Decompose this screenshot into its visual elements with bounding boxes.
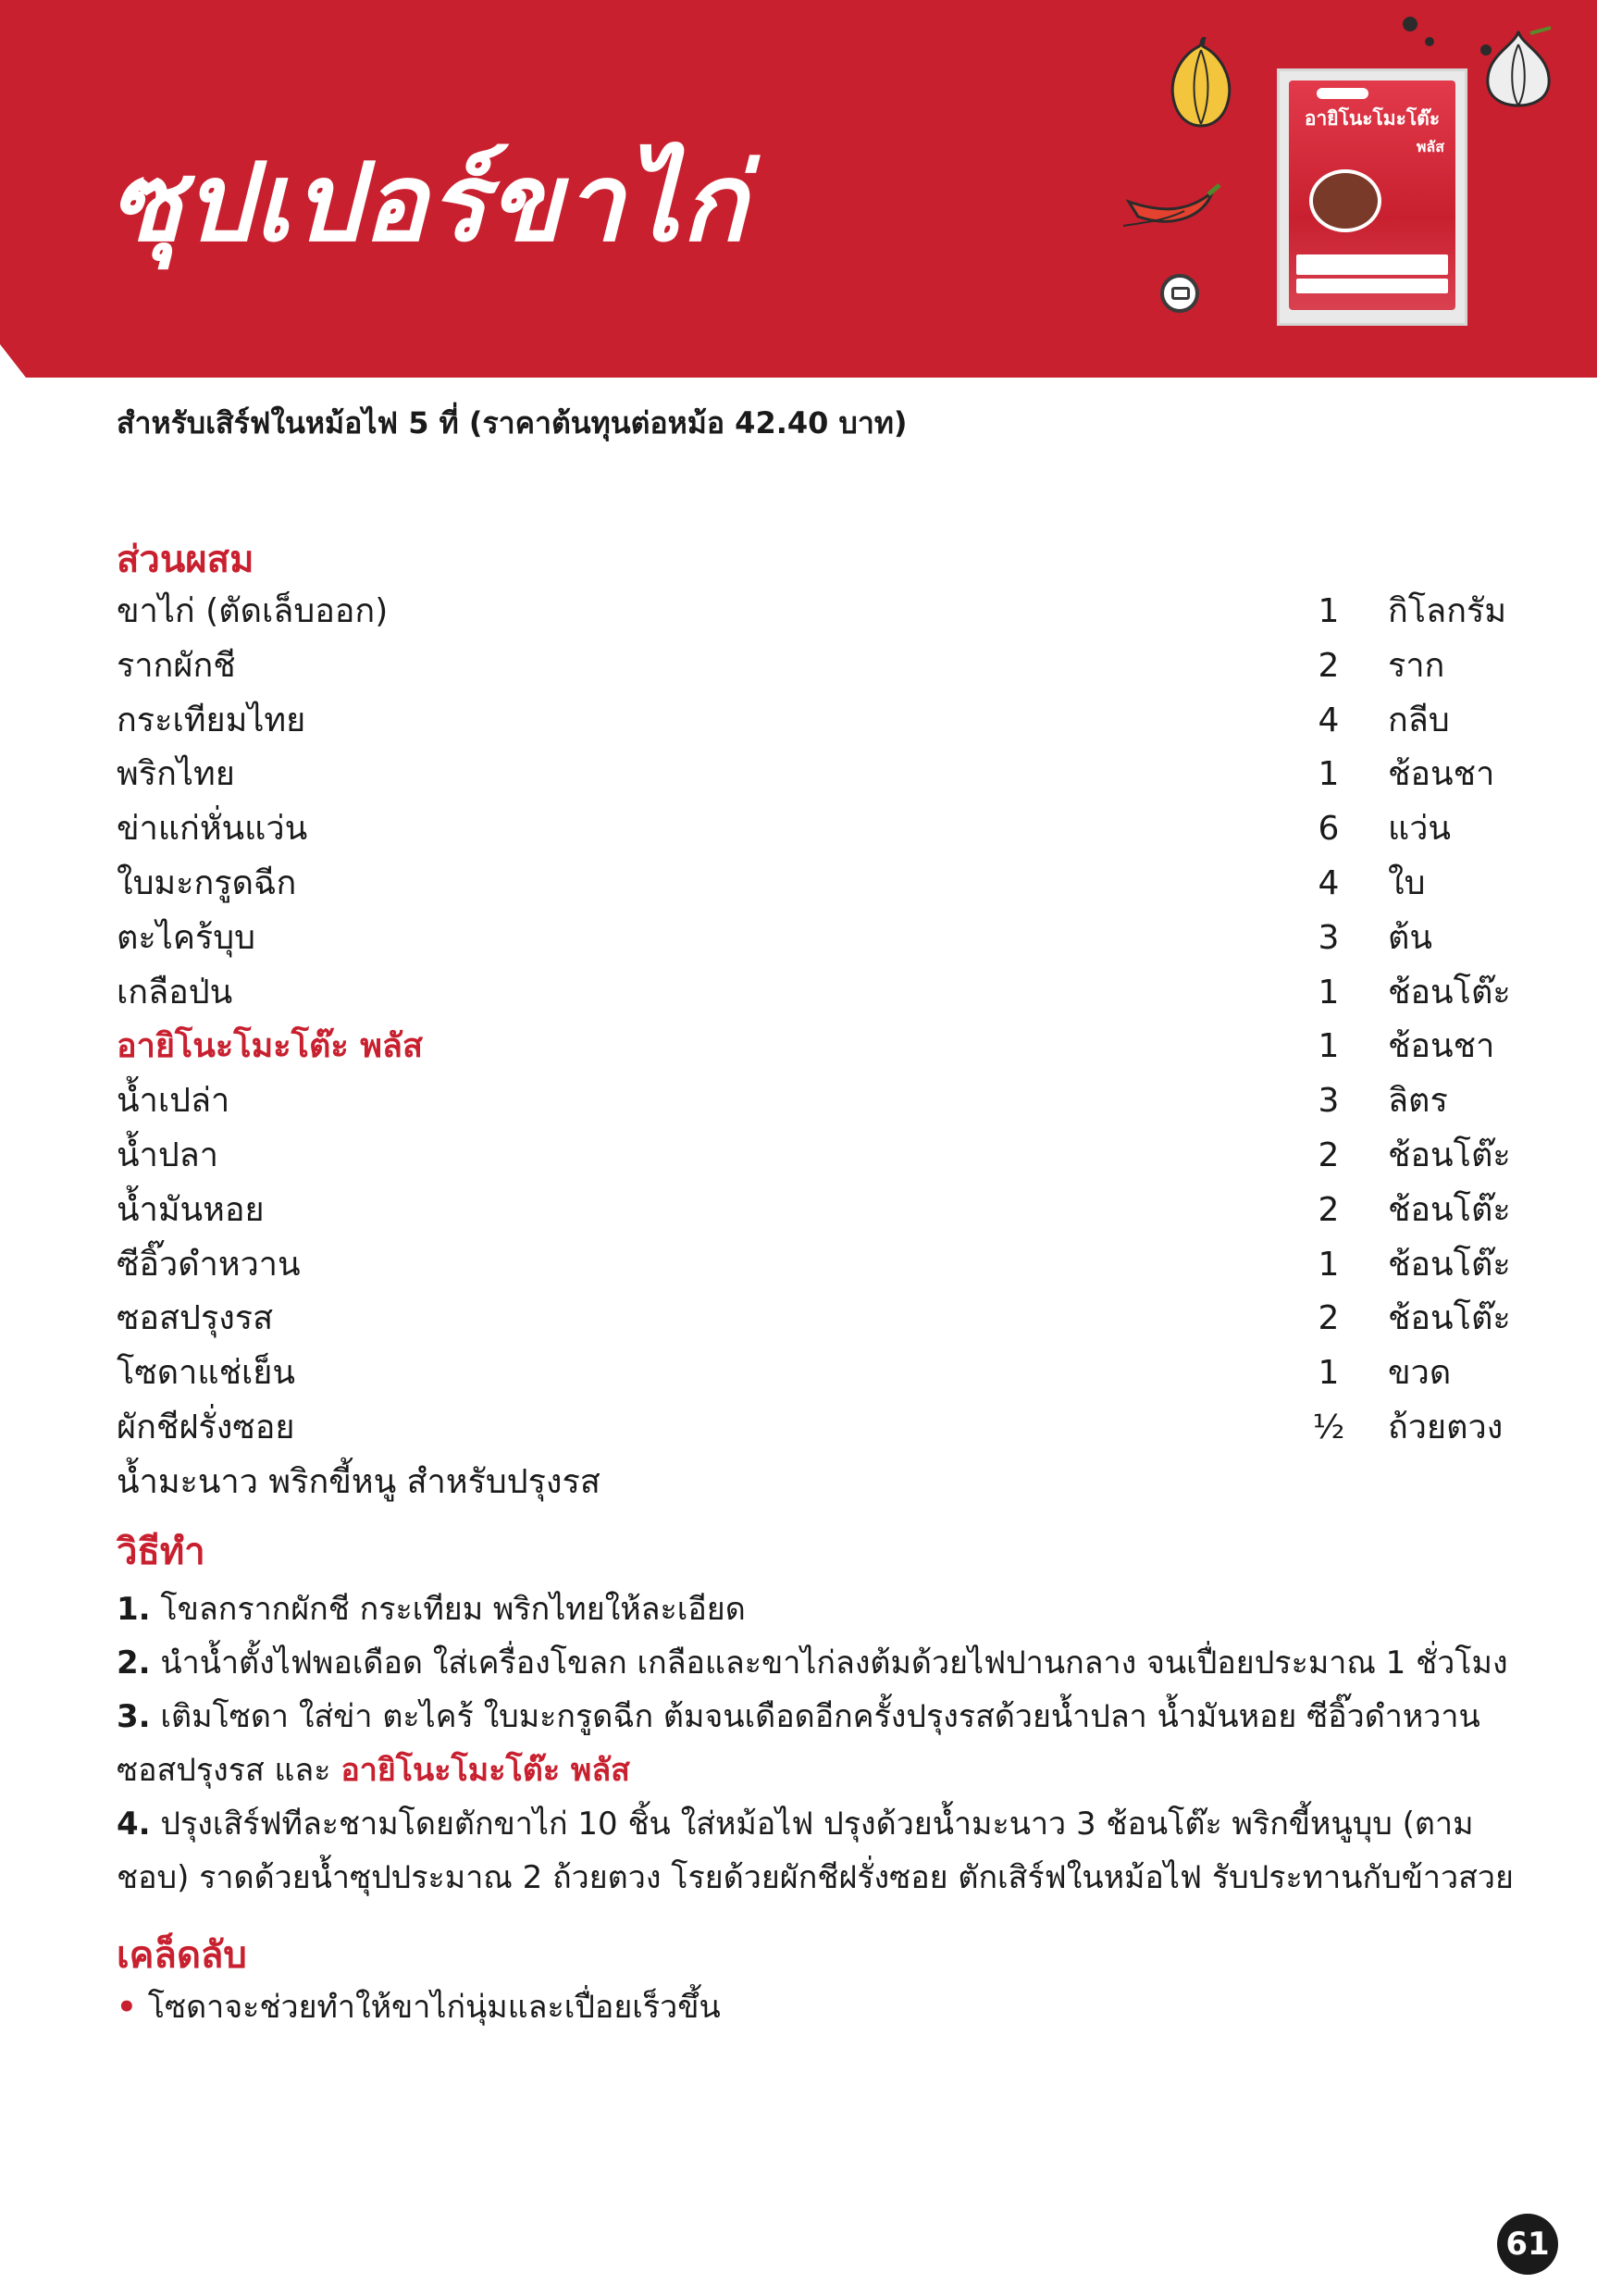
ingredient-qty: ½ bbox=[1312, 1408, 1345, 1446]
bowl-illustration bbox=[1309, 169, 1381, 232]
step-text: เติมโซดา ใส่ข่า ตะไคร้ ใบมะกรูดฉีก ต้มจนเดือดอีกครั้งปรุงรสด้วยน้ำปลา น้ำมันหอย ซีอิ๊วดำหวาน ซอสปรุงรส และ bbox=[117, 1698, 1480, 1789]
pepper-dot bbox=[1480, 44, 1492, 56]
serving-info: สำหรับเสิร์ฟในหม้อไฟ 5 ที่ (ราคาต้นทุนต่อหม้อ 42.40 บาท) bbox=[117, 405, 908, 441]
step-text: นำน้ำตั้งไฟพอเดือด ใส่เครื่องโขลก เกลือและขาไก่ลงต้มด้วยไฟปานกลาง จนเปื่อยประมาณ 1 ชั่วโมง bbox=[160, 1644, 1508, 1682]
pepper-dot bbox=[1403, 17, 1417, 31]
ingredient-row bbox=[117, 966, 1523, 1021]
step-text: ปรุงเสิร์ฟทีละชามโดยตักขาไก่ 10 ชิ้น ใส่หม้อไฟ ปรุงด้วยน้ำมะนาว 3 ช้อนโต๊ะ พริกขี้หนูบุบ (ตามชอบ) ราดด้วยน้ำซุปประมาณ 2 ถ้วยตวง โรยด้วยผักชีฝรั่งซอย ตักเสิร์ฟในหม้อไฟ รับประทานกับข้าวสวย bbox=[117, 1806, 1514, 1896]
method-step bbox=[117, 1690, 1523, 1797]
ingredient-row bbox=[117, 1292, 1523, 1347]
ingredient-unit: ช้อนโต๊ะ bbox=[1388, 1299, 1511, 1338]
ingredient-name: ขาไก่ (ตัดเล็บออก) bbox=[117, 592, 389, 630]
ingredient-qty: 1 bbox=[1318, 1354, 1340, 1393]
product-pack-front bbox=[1289, 81, 1455, 310]
ingredient-qty: 3 bbox=[1318, 1082, 1340, 1121]
ingredient-name: กระเทียมไทย bbox=[117, 701, 306, 739]
product-label-band bbox=[1296, 254, 1448, 275]
ingredient-unit: ช้อนชา bbox=[1388, 1027, 1495, 1066]
product-pack bbox=[1277, 68, 1467, 326]
product-label-band bbox=[1296, 279, 1448, 293]
ingredient-name: ตะไคร้บุบ bbox=[117, 918, 255, 957]
ingredient-row bbox=[117, 912, 1523, 966]
ingredient-qty: 4 bbox=[1318, 863, 1340, 902]
recipe-title: ซุปเปอร์ขาไก่ bbox=[109, 140, 749, 266]
ingredient-unit: แว่น bbox=[1388, 810, 1452, 849]
ingredient-row bbox=[117, 748, 1523, 802]
ingredient-list bbox=[117, 585, 1523, 1510]
ingredient-unit: ขวด bbox=[1388, 1354, 1452, 1393]
method-step bbox=[117, 1797, 1523, 1905]
ingredient-row bbox=[117, 1184, 1523, 1238]
ingredient-unit: ราก bbox=[1388, 646, 1445, 685]
ingredient-row bbox=[117, 1238, 1523, 1293]
garlic-icon bbox=[1477, 26, 1560, 109]
ingredient-qty: 1 bbox=[1318, 755, 1340, 794]
ingredient-name: ผักชีฝรั่งซอย bbox=[117, 1408, 295, 1446]
ingredient-qty: 3 bbox=[1318, 918, 1340, 957]
ingredient-row bbox=[117, 694, 1523, 749]
ingredient-unit: ช้อนชา bbox=[1388, 755, 1495, 794]
product-variant: พลัส bbox=[1416, 138, 1444, 155]
ingredient-unit: ช้อนโต๊ะ bbox=[1388, 1190, 1511, 1229]
product-name: อายิโนะโมะโต๊ะ bbox=[1304, 107, 1441, 130]
ingredient-row bbox=[117, 1020, 1523, 1074]
ingredient-row bbox=[117, 1074, 1523, 1129]
ingredient-unit: ใบ bbox=[1388, 863, 1426, 902]
ingredient-name: ใบมะกรูดฉีก bbox=[117, 863, 297, 902]
onion-icon bbox=[1164, 37, 1238, 130]
ingredient-name: น้ำมะนาว พริกขี้หนู สำหรับปรุงรส bbox=[117, 1462, 600, 1501]
ingredient-name: พริกไทย bbox=[117, 755, 235, 794]
ingredient-row bbox=[117, 1347, 1523, 1401]
tips-heading: เคล็ดลับ bbox=[117, 1934, 247, 1977]
ingredient-name: โซดาแช่เย็น bbox=[117, 1354, 296, 1393]
brand-logo bbox=[1317, 88, 1368, 99]
ingredient-qty: 1 bbox=[1318, 973, 1340, 1011]
ingredient-unit: ช้อนโต๊ะ bbox=[1388, 1245, 1511, 1284]
ingredient-name: น้ำปลา bbox=[117, 1136, 218, 1174]
ingredient-unit: ต้น bbox=[1388, 918, 1432, 957]
ingredient-qty: 2 bbox=[1318, 1136, 1340, 1174]
ingredient-row bbox=[117, 1129, 1523, 1184]
video-icon[interactable] bbox=[1160, 274, 1199, 313]
ingredient-name: น้ำมันหอย bbox=[117, 1190, 265, 1229]
bullet-icon: • bbox=[117, 1989, 137, 2026]
ingredient-row bbox=[117, 585, 1523, 639]
ingredient-row bbox=[117, 857, 1523, 912]
step-brand: อายิโนะโมะโต๊ะ พลัส bbox=[340, 1752, 630, 1789]
ingredient-qty: 4 bbox=[1318, 701, 1340, 739]
ingredient-name: เกลือป่น bbox=[117, 973, 233, 1011]
step-number: 2. bbox=[117, 1644, 151, 1682]
step-number: 3. bbox=[117, 1698, 151, 1735]
ingredient-name: อายิโนะโมะโต๊ะ พลัส bbox=[117, 1027, 423, 1066]
ingredient-qty: 1 bbox=[1318, 1027, 1340, 1066]
ingredient-row bbox=[117, 1456, 1523, 1510]
method-steps bbox=[117, 1582, 1523, 1905]
ingredient-unit: กลีบ bbox=[1388, 701, 1450, 739]
tip-item bbox=[117, 1980, 721, 2034]
ingredient-row bbox=[117, 1401, 1523, 1456]
ingredient-name: ซอสปรุงรส bbox=[117, 1299, 274, 1338]
step-text: โขลกรากผักชี กระเทียม พริกไทยให้ละเอียด bbox=[160, 1591, 746, 1628]
page-number: 61 bbox=[1497, 2214, 1558, 2275]
ingredient-unit: ช้อนโต๊ะ bbox=[1388, 1136, 1511, 1174]
ingredient-row bbox=[117, 639, 1523, 694]
pepper-dot bbox=[1425, 37, 1434, 46]
ingredient-qty: 2 bbox=[1318, 1299, 1340, 1338]
ingredient-qty: 2 bbox=[1318, 1190, 1340, 1229]
ingredient-qty: 1 bbox=[1318, 592, 1340, 630]
step-number: 4. bbox=[117, 1806, 151, 1843]
ingredient-unit: ถ้วยตวง bbox=[1388, 1408, 1504, 1446]
method-step bbox=[117, 1636, 1523, 1690]
ingredient-unit: ช้อนโต๊ะ bbox=[1388, 973, 1511, 1011]
ingredient-qty: 6 bbox=[1318, 810, 1340, 849]
ingredient-unit: ลิตร bbox=[1388, 1082, 1448, 1121]
method-step bbox=[117, 1582, 1523, 1636]
ingredient-unit: กิโลกรัม bbox=[1388, 592, 1507, 630]
step-number: 1. bbox=[117, 1591, 151, 1628]
ingredient-row bbox=[117, 802, 1523, 857]
ingredient-name: ซีอิ๊วดำหวาน bbox=[117, 1245, 301, 1284]
chili-icon bbox=[1120, 174, 1221, 239]
ingredient-qty: 2 bbox=[1318, 646, 1340, 685]
ingredient-name: ข่าแก่หั่นแว่น bbox=[117, 810, 308, 849]
ingredient-qty: 1 bbox=[1318, 1245, 1340, 1284]
ingredient-name: น้ำเปล่า bbox=[117, 1082, 230, 1121]
method-heading: วิธีทำ bbox=[117, 1531, 205, 1573]
tip-text: โซดาจะช่วยทำให้ขาไก่นุ่มและเปื่อยเร็วขึ้น bbox=[147, 1989, 721, 2026]
ingredient-name: รากผักชี bbox=[117, 646, 236, 685]
ingredients-heading: ส่วนผสม bbox=[117, 539, 254, 581]
